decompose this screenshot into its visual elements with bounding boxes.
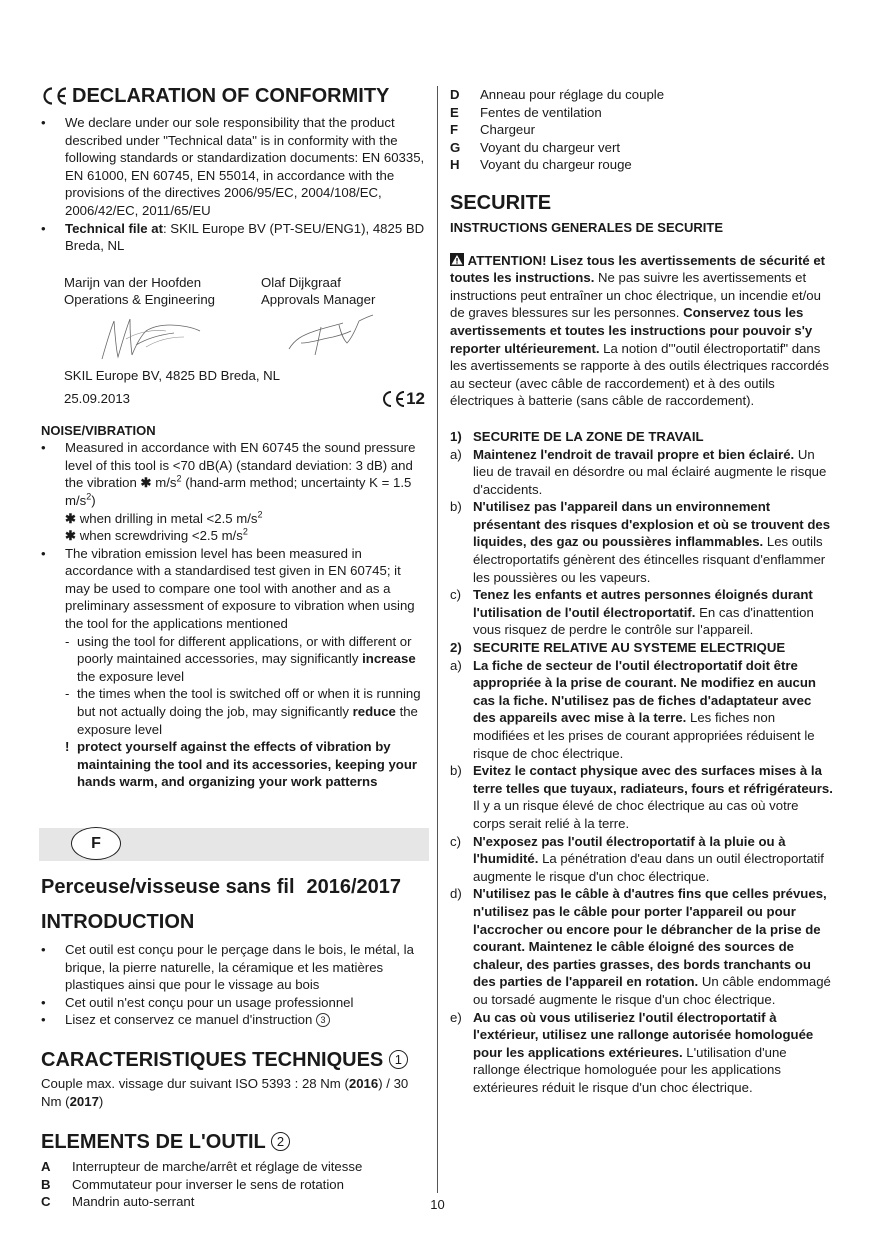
- elements-heading: [41, 1129, 427, 1155]
- date-row: [41, 390, 427, 408]
- figure-ref-2: 2: [271, 1132, 290, 1151]
- element-label: Chargeur: [480, 122, 535, 138]
- tech-text-a: Couple max. vissage dur suivant ISO 5393 : 28 Nm (: [41, 1075, 349, 1091]
- noise-list: [41, 439, 427, 791]
- column-divider: [437, 86, 438, 1193]
- figure-ref-3: 3: [316, 1013, 330, 1027]
- element-key: D: [450, 87, 460, 102]
- noise-dash-1: [65, 633, 427, 686]
- safety-item: [473, 586, 834, 639]
- signatory-2-name: Olaf Dijkgraaf: [261, 274, 341, 290]
- noise-text-c: (hand-arm method; uncertainty K = 1.5 m/s: [65, 475, 412, 508]
- safety-item-text: Un câble endommagé ou torsadé augmente le risque d'un choc électrique.: [473, 974, 831, 1007]
- attention-paragraph: [450, 252, 834, 410]
- item-key: b): [450, 763, 462, 779]
- right-column: [450, 86, 834, 1096]
- figure-ref-1: 1: [389, 1050, 408, 1069]
- safety-item: [473, 446, 834, 499]
- safety-item-bold: La fiche de secteur de l'outil électroportatif doit être appropriée à la prise de courant. Ne modifiez en aucun cas la fiche. N'utilisez pas de fiches d'adaptateur avec des appareils avec mise à la terre.: [473, 657, 816, 726]
- signatures: [41, 309, 427, 367]
- safety-item: [473, 762, 834, 832]
- dash-1-text: using the tool for different applications, or with different or poorly maintained accessories, may significantly: [77, 633, 412, 667]
- item-key: a): [450, 446, 462, 462]
- ce-mark-year: 12: [406, 388, 425, 408]
- safety-item-text: Les outils électroportatifs génèrent des étincelles risquant d'enflammer les poussières ou les vapeurs.: [473, 534, 826, 585]
- section-1: [450, 428, 834, 1097]
- signature-2-image: [281, 309, 376, 359]
- left-column: [41, 84, 427, 1211]
- noise-star-line-1: ✱ when drilling in metal <2.5 $m/s^2$: [65, 509, 263, 526]
- noise-text-2: The vibration emission level has been measured in accordance with a standardised test given in EN 60745; it may be used to compare one tool with another and as a preliminary assessment of exposure to vibration when using the tool for the applications mentioned: [65, 545, 415, 632]
- vibration-warning: ! protect yourself against the effects of vibration by maintaining the tool and its accessories, keeping your hands warm, and organizing your work patterns: [65, 738, 427, 791]
- element-label: Voyant du chargeur rouge: [480, 157, 632, 173]
- language-banner: [39, 828, 429, 861]
- dash-2-end: the exposure level: [77, 704, 418, 737]
- ce-year-mark: [381, 390, 425, 408]
- technical-file-value: : SKIL Europe BV (PT-SEU/ENG1), 4825 BD Breda, NL: [65, 220, 425, 254]
- noise-bullet-1: • Measured in accordance with EN 60745 the sound pressure level of this tool is <70 dB(A) (standard deviation: 3 dB) and the vibration ✱ $m/s^2$ (hand-arm method; uncertainty K = 1.5 $m/s^2$) ✱ when drilling in metal <2.5 $m/s^2$ ✱ when screwdriving <2.5 $m/s^2$: [41, 439, 427, 545]
- item-key: c): [450, 587, 461, 603]
- vibration-star-icon: ✱: [65, 528, 77, 544]
- ce-mark-icon: [41, 86, 68, 106]
- attention-text-2: La notion d'"outil électroportatif" dans les avertissements se rapporte à des outils électriques raccordés au secteur (avec câble de raccordement) et à des outils électriques à batterie (sans câble de raccordement).: [450, 340, 829, 409]
- section-1-number: 1): [450, 428, 462, 444]
- product-years: 2016/2017: [306, 876, 402, 898]
- safety-item-bold: N'utilisez pas l'appareil dans un environnement présentant des risques d'explosion et où se trouvent des liquides, des gaz ou poussières inflammables.: [473, 499, 831, 550]
- dash-2-text: the times when the tool is switched off or when it is running but not actually doing the job, may significantly: [77, 686, 421, 720]
- dash-1-end: the exposure level: [77, 668, 185, 684]
- tech-text-b: ) / 30 Nm (: [41, 1075, 409, 1109]
- element-key: C: [41, 1194, 51, 1210]
- safety-item-bold: N'exposez pas l'outil électroportatif à la pluie ou à l'humidité.: [473, 833, 786, 867]
- declaration-date: 25.09.2013: [64, 390, 131, 406]
- item-key: d): [450, 886, 462, 902]
- intro-bullet-2: • Cet outil n'est conçu pour un usage professionnel: [41, 994, 427, 1012]
- signatory-2: [261, 274, 375, 309]
- noise-star-text-1: when drilling in metal <2.5 m/s: [79, 510, 258, 526]
- declaration-bullet: • We declare under our sole responsibility that the product described under "Technical data" is in conformity with the following standards or standardization documents: EN 60335, EN 61000, EN 60745, EN 55014, in accordance with the provisions of the directives 2006/95/EC, 2004/108/EC, 2006/42/EC, 2011/65/EU: [41, 114, 427, 220]
- safety-item-text: La pénétration d'eau dans un outil électroportatif augmente le risque d'un choc électrique.: [473, 851, 824, 884]
- safety-item: [473, 885, 834, 1008]
- attention-text-1: Ne pas suivre les avertissements et instructions peut entraîner un choc électrique, un incendie et/ou de graves blessures sur les personnes.: [450, 270, 821, 321]
- element-key: A: [41, 1159, 51, 1175]
- noise-heading: NOISE/VIBRATION: [41, 422, 156, 438]
- intro-heading: INTRODUCTION: [41, 911, 195, 933]
- element-key: G: [450, 139, 461, 155]
- language-badge: F: [71, 827, 121, 860]
- signatory-1: [64, 274, 261, 309]
- technical-file-bullet: [41, 220, 427, 255]
- signatory-1-role: Operations & Engineering: [64, 292, 216, 308]
- vibration-star-icon: ✱: [140, 475, 152, 491]
- page-number: 10: [430, 1197, 445, 1212]
- product-heading: [41, 874, 427, 900]
- tech-specs: [41, 1075, 427, 1110]
- declaration-heading: [41, 84, 427, 108]
- intro-bullet-3: [41, 1011, 427, 1029]
- noise-dash-list: [65, 633, 427, 739]
- safety-item-bold: Maintenez l'endroit de travail propre et bien éclairé.: [473, 446, 795, 462]
- ce-mark-small-icon: [381, 390, 406, 408]
- noise-star-text-2: when screwdriving <2.5 m/s: [79, 528, 243, 544]
- general-safety-heading: INSTRUCTIONS GENERALES DE SECURITE: [450, 219, 724, 235]
- intro-bullet-3-text: Lisez et conservez ce manuel d'instruction: [65, 1012, 313, 1028]
- item-key: c): [450, 833, 461, 849]
- element-label: Voyant du chargeur vert: [480, 139, 621, 155]
- safety-item-text: Un lieu de travail en désordre ou mal éclairé augmente le risque d'accidents.: [473, 446, 827, 497]
- safety-item: [473, 833, 834, 886]
- item-key: e): [450, 1009, 462, 1025]
- element-key: E: [450, 104, 459, 120]
- signatories: [41, 274, 427, 309]
- element-label: Anneau pour réglage du couple: [480, 87, 665, 102]
- element-label: Mandrin auto-serrant: [72, 1194, 195, 1210]
- element-key: F: [450, 122, 459, 138]
- safety-item: [473, 1009, 834, 1097]
- declaration-title: DECLARATION OF CONFORMITY: [72, 85, 390, 107]
- noise-text-a: Measured in accordance with EN 60745 the sound pressure level of this tool is <70 dB(A) (standard deviation: 3 dB) and the vibration: [65, 440, 416, 491]
- tech-text-c: ): [98, 1093, 104, 1109]
- safety-item-text: L'utilisation d'une rallonge électrique homologuée pour les applications extérieures réduit le risque d'un choc électrique.: [473, 1044, 787, 1095]
- section-1-title: SECURITE DE LA ZONE DE TRAVAIL: [473, 428, 704, 444]
- signatory-1-name: Marijn van der Hoofden: [64, 274, 202, 290]
- intro-bullet-1: • Cet outil est conçu pour le perçage dans le bois, le métal, la brique, la pierre naturelle, la céramique et les matières plastiques ainsi que pour le vissage au bois: [41, 941, 427, 994]
- attention-bold: ATTENTION! Lisez tous les avertissements de sécurité et toutes les instructions.: [450, 252, 826, 286]
- signatory-2-role: Approvals Manager: [261, 292, 376, 308]
- dash-1-bold: increase: [362, 651, 416, 667]
- safety-item: [473, 498, 834, 586]
- dash-2-bold: reduce: [352, 704, 396, 720]
- safety-item-bold: Evitez le contact physique avec des surfaces mises à la terre telles que tuyaux, radiateurs, fours et réfrigérateurs.: [473, 763, 833, 796]
- warning-icon: [450, 253, 464, 266]
- safety-item-text: Il y a un risque élevé de choc électrique au cas où votre corps serait relié à la terre.: [473, 798, 799, 831]
- noise-text-d: ): [91, 492, 96, 508]
- signature-1-image: [96, 315, 206, 365]
- elements-list-right: [450, 86, 834, 174]
- tech-heading: [41, 1047, 427, 1073]
- section-2-number: 2): [450, 640, 462, 656]
- element-label: Commutateur pour inverser le sens de rotation: [72, 1176, 344, 1192]
- section-2-title: SECURITE RELATIVE AU SYSTEME ELECTRIQUE: [473, 640, 786, 656]
- noise-star-line-2: ✱ when screwdriving <2.5 $m/s^2$: [65, 526, 248, 544]
- item-key: a): [450, 657, 462, 673]
- safety-item-text: Les fiches non modifiées et les prises de courant appropriées réduisent le risque de choc électrique.: [473, 710, 815, 761]
- declaration-list: [41, 114, 427, 255]
- element-label: Interrupteur de marche/arrêt et réglage de vitesse: [72, 1159, 363, 1175]
- noise-unit: m/s: [155, 475, 177, 491]
- tech-model-2016: 2016: [348, 1075, 379, 1091]
- safety-item: [473, 657, 834, 763]
- technical-file-label: Technical file at: [65, 220, 163, 236]
- element-key: B: [41, 1176, 51, 1192]
- vibration-star-icon: ✱: [65, 510, 77, 526]
- safety-item-text: En cas d'inattention vous risquez de perdre le contrôle sur l'appareil.: [473, 604, 814, 638]
- safety-item-bold: Tenez les enfants et autres personnes éloignés durant l'utilisation de l'outil électroportatif.: [473, 587, 813, 620]
- noise-dash-2: [65, 685, 427, 738]
- tech-model-2017: 2017: [69, 1093, 99, 1109]
- intro-list: [41, 941, 427, 1029]
- company-address: SKIL Europe BV, 4825 BD Breda, NL: [64, 367, 281, 383]
- element-key: H: [450, 157, 460, 173]
- element-label: Fentes de ventilation: [480, 104, 602, 120]
- safety-item-bold: N'utilisez pas le câble à d'autres fins que celles prévues, n'utilisez pas le câble pour porter l'appareil ou pour l'accrocher ou encore pour le débrancher de la prise de courant. Maintenez le câble éloigné des sources de chaleur, des parties grasses, des bords tranchants ou des parties de l'appareil en rotation.: [473, 886, 827, 990]
- securite-heading: SECURITE: [450, 191, 552, 214]
- elements-title: ELEMENTS DE L'OUTIL: [41, 1131, 266, 1154]
- tech-title: CARACTERISTIQUES TECHNIQUES: [41, 1048, 384, 1071]
- attention-bold-2: Conservez tous les avertissements et toutes les instructions pour pouvoir s'y reporter ultérieurement.: [450, 305, 813, 356]
- item-key: b): [450, 499, 462, 515]
- safety-item-bold: Au cas où vous utiliseriez l'outil électroportatif à l'extérieur, utilisez une rallonge autorisée homologuée pour les applications extérieures.: [473, 1009, 814, 1060]
- product-title: Perceuse/visseuse sans fil: [41, 876, 295, 898]
- noise-bullet-2: [41, 545, 427, 791]
